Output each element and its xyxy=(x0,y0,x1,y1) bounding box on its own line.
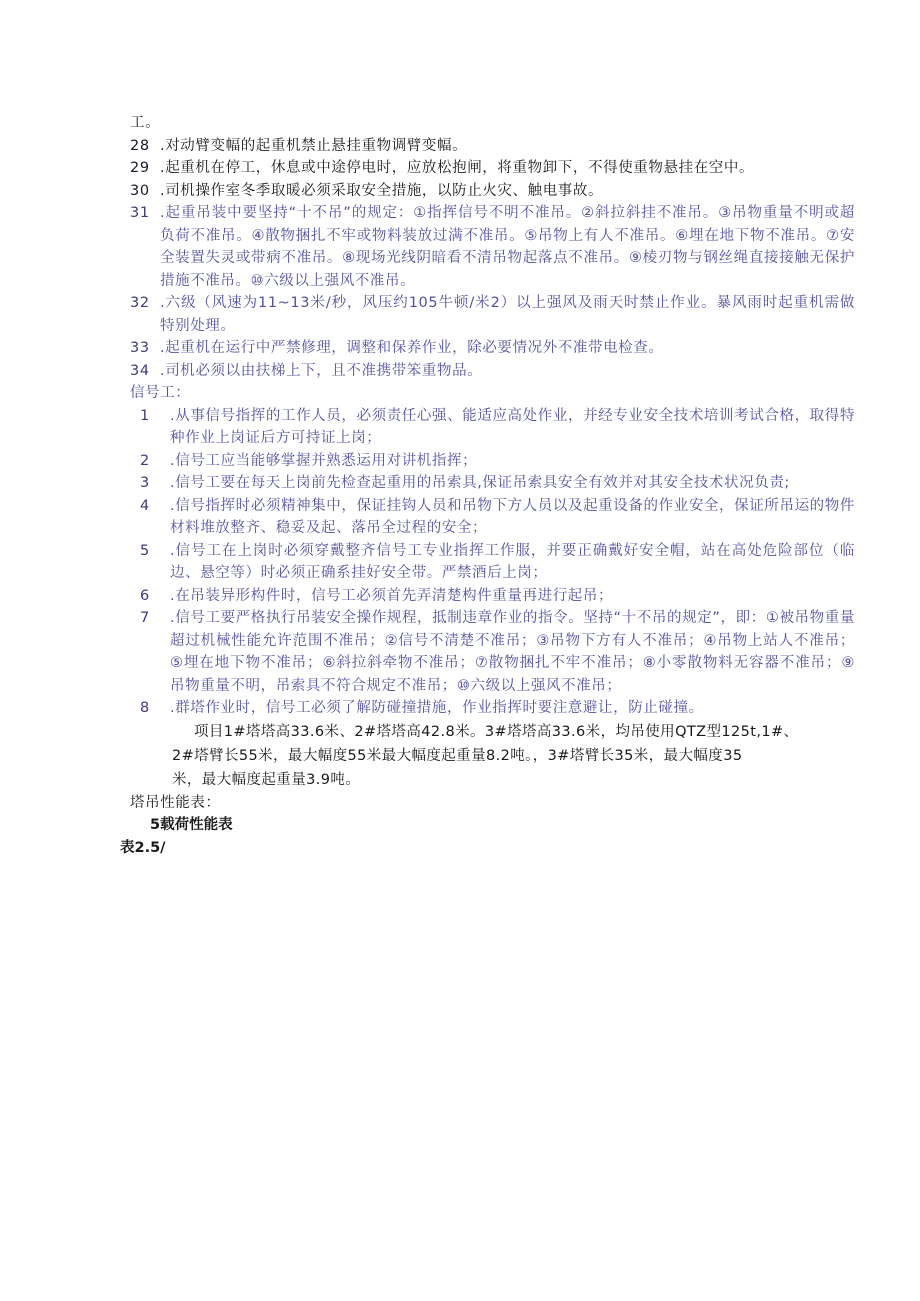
document-page xyxy=(120,112,855,859)
crane-rule-item-number: 31 xyxy=(130,205,150,221)
signal-rule-item-text: .信号工应当能够掌握并熟悉运用对讲机指挥； xyxy=(170,452,478,469)
crane-rule-item-number: 28 xyxy=(130,137,150,154)
project-line-3: 米，最大幅度起重量3.9吨。 xyxy=(172,771,361,788)
crane-rule-item xyxy=(130,337,855,360)
signal-rule-item xyxy=(140,450,855,473)
signal-rule-item-number: 8 xyxy=(140,700,150,716)
signal-heading: 信号工： xyxy=(130,385,191,401)
project-line-2: 2#塔臂长55米，最大幅度55米最大幅度起重量8.2吨。，3#塔臂长35米，最大幅度35 xyxy=(172,747,743,764)
performance-heading: 塔吊性能表： xyxy=(130,794,221,811)
signal-rule-item-text: .信号指挥时必须精神集中，保证挂钩人员和吊物下方人员以及起重设备的作业安全，保证所吊运的物件材料堆放整齐、稳妥及起、落吊全过程的安全； xyxy=(170,497,855,536)
signal-rule-item-number: 5 xyxy=(140,542,150,559)
signal-rule-item-number: 6 xyxy=(140,587,150,604)
crane-rule-item xyxy=(130,180,855,203)
crane-rule-item xyxy=(130,202,855,292)
crane-rule-item-text: .司机操作室冬季取暖必须采取安全措施，以防止火灾、触电事故。 xyxy=(160,182,604,199)
table-label: 表2.5/ xyxy=(120,839,166,856)
crane-rule-item xyxy=(130,292,855,337)
signal-rule-item xyxy=(140,697,855,720)
crane-rule-item-number: 29 xyxy=(130,160,150,176)
signal-rule-item-text: .群塔作业时，信号工必须了解防碰撞措施，作业指挥时要注意避让，防止碰撞。 xyxy=(170,700,704,716)
signal-rule-item-text: .在吊装异形构件时，信号工必须首先弄清楚构件重量再进行起吊； xyxy=(170,587,614,604)
crane-rule-item-text: .对动臂变幅的起重机禁止悬挂重物调臂变幅。 xyxy=(160,137,468,154)
signal-rule-item-text: .信号工要严格执行吊装安全操作规程，抵制违章作业的指令。坚持“十不吊的规定”，即：①被吊物重量超过机械性能允许范围不准吊；②信号不清楚不准吊；③吊物下方有人不准吊；④吊物上站人不准吊；⑤埋在地下物不准吊；⑥斜拉斜牵物不准吊；⑦散物捆扎不牢不准吊；⑧小零散物料无容器不准吊；⑨吊物重量不明，吊索具不符合规定不准吊；⑩六级以上强风不准吊； xyxy=(170,610,855,694)
signal-rule-item xyxy=(140,495,855,540)
project-line-1: 项目1#塔塔高33.6米、2#塔塔高42.8米。3#塔塔高33.6米，均吊使用QTZ型125t,1#、 xyxy=(194,723,799,740)
signal-rule-item-number: 2 xyxy=(140,452,150,469)
crane-rule-item xyxy=(130,135,855,158)
load-table-title: 5载荷性能表 xyxy=(150,817,233,833)
signal-rule-item-number: 1 xyxy=(140,407,150,424)
signal-rule-item xyxy=(140,472,855,495)
signal-rule-item-text: .信号工要在每天上岗前先检查起重用的吊索具,保证吊索具安全有效并对其安全技术状况负责; xyxy=(170,475,790,491)
signal-rule-item xyxy=(140,585,855,608)
signal-rule-item xyxy=(140,540,855,585)
top-fragment: 工。 xyxy=(130,115,161,131)
crane-rule-item-number: 32 xyxy=(130,295,150,311)
crane-rule-item-number: 33 xyxy=(130,340,150,356)
signal-rule-item-number: 3 xyxy=(140,475,150,491)
crane-rule-item xyxy=(130,157,855,180)
signal-rule-item-number: 7 xyxy=(140,610,150,626)
crane-rule-item-text: .起重机在运行中严禁修理，调整和保养作业，除必要情况外不准带电检查。 xyxy=(160,340,664,356)
crane-rule-item-text: .起重机在停工，休息或中途停电时，应放松抱闸，将重物卸下，不得使重物悬挂在空中。 xyxy=(160,160,755,176)
crane-rule-item xyxy=(130,360,855,383)
signal-rules-list xyxy=(130,405,855,720)
crane-rules-list xyxy=(130,135,855,383)
signal-rule-item xyxy=(140,405,855,450)
crane-rule-item-text: .六级（风速为11~13米/秒，风压约105牛顿/米2）以上强风及雨天时禁止作业。暴风雨时起重机需做特别处理。 xyxy=(160,295,855,334)
crane-rule-item-number: 34 xyxy=(130,362,150,379)
crane-rule-item-text: .司机必须以由扶梯上下，且不准携带笨重物品。 xyxy=(160,362,483,379)
signal-rule-item-number: 4 xyxy=(140,497,150,514)
project-description xyxy=(130,720,855,792)
signal-rule-item xyxy=(140,607,855,697)
signal-rule-item-text: .从事信号指挥的工作人员，必须责任心强、能适应高处作业，并经专业安全技术培训考试合格，取得特种作业上岗证后方可持证上岗； xyxy=(170,407,855,446)
crane-rule-item-number: 30 xyxy=(130,182,150,199)
crane-rule-item-text: .起重吊装中要坚持“十不吊”的规定：①指挥信号不明不准吊。②斜拉斜挂不准吊。③吊物重量不明或超负荷不准吊。④散物捆扎不牢或物料装放过满不准吊。⑤吊物上有人不准吊。⑥埋在地下物不准吊。⑦安全装置失灵或带病不准吊。⑧现场光线阴暗看不清吊物起落点不准吊。⑨棱刃物与钢丝绳直接接触无保护措施不准吊。⑩六级以上强风不准吊。 xyxy=(160,205,855,289)
signal-rule-item-text: .信号工在上岗时必须穿戴整齐信号工专业指挥工作服，并要正确戴好安全帽，站在高处危险部位（临边、悬空等）时必须正确系挂好安全带。严禁酒后上岗； xyxy=(170,542,855,581)
